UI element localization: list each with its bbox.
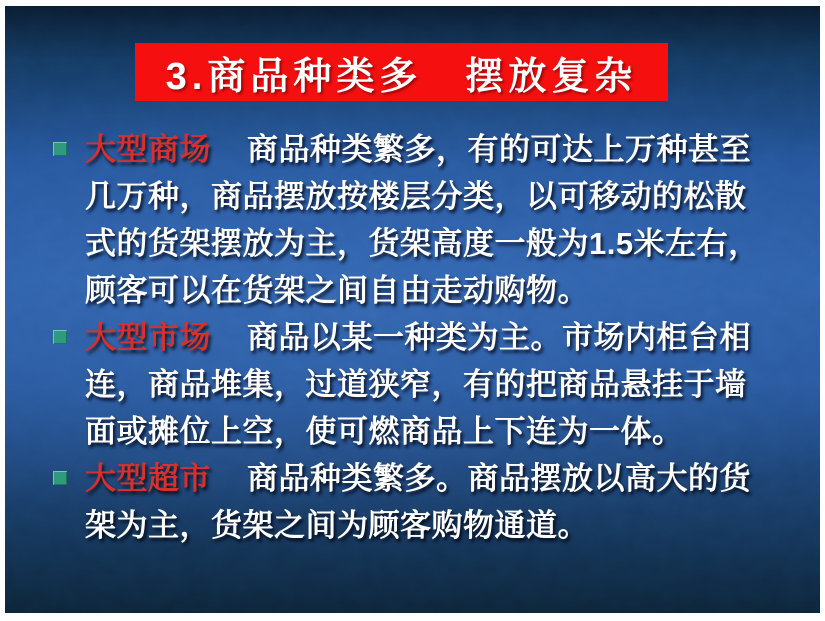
bullet-header: 大型市场	[85, 320, 211, 355]
bullet-text	[85, 314, 780, 455]
bullet-list	[5, 126, 820, 549]
bullet-line	[85, 126, 780, 173]
bullet-body-text: 式的货架摆放为主，货架高度一般为1.5米左右，	[85, 226, 760, 261]
bullet-header: 大型超市	[85, 461, 211, 496]
bullet-line	[85, 314, 780, 361]
bullet-body-text: 商品种类繁多，有的可达上万种甚至	[247, 132, 751, 167]
square-bullet-icon	[53, 142, 67, 156]
bullet-group	[5, 314, 820, 455]
bullet-body-text: 商品种类繁多。商品摆放以高大的货	[247, 461, 751, 496]
square-bullet-icon	[53, 330, 67, 344]
bullet-body-text: 商品以某一种类为主。市场内柜台相	[247, 320, 751, 355]
bullet-body-text: 几万种，商品摆放按楼层分类，以可移动的松散	[85, 179, 747, 214]
bullet-text	[85, 455, 780, 549]
slide-background	[5, 6, 820, 613]
square-bullet-icon	[53, 471, 67, 485]
bullet-body-text: 面或摊位上空，使可燃商品上下连为一体。	[85, 414, 684, 449]
bullet-header: 大型商场	[85, 132, 211, 167]
bullet-group	[5, 455, 820, 549]
bullet-body-text: 顾客可以在货架之间自由走动购物。	[85, 273, 589, 308]
bullet-text	[85, 126, 780, 314]
bullet-line	[85, 455, 780, 502]
bullet-body-text: 架为主，货架之间为顾客购物通道。	[85, 508, 589, 543]
title-banner	[135, 43, 668, 101]
slide-title: 3.商品种类多 摆放复杂	[165, 55, 638, 98]
bullet-group	[5, 126, 820, 314]
bullet-body-text: 连，商品堆集，过道狭窄，有的把商品悬挂于墙	[85, 367, 747, 402]
